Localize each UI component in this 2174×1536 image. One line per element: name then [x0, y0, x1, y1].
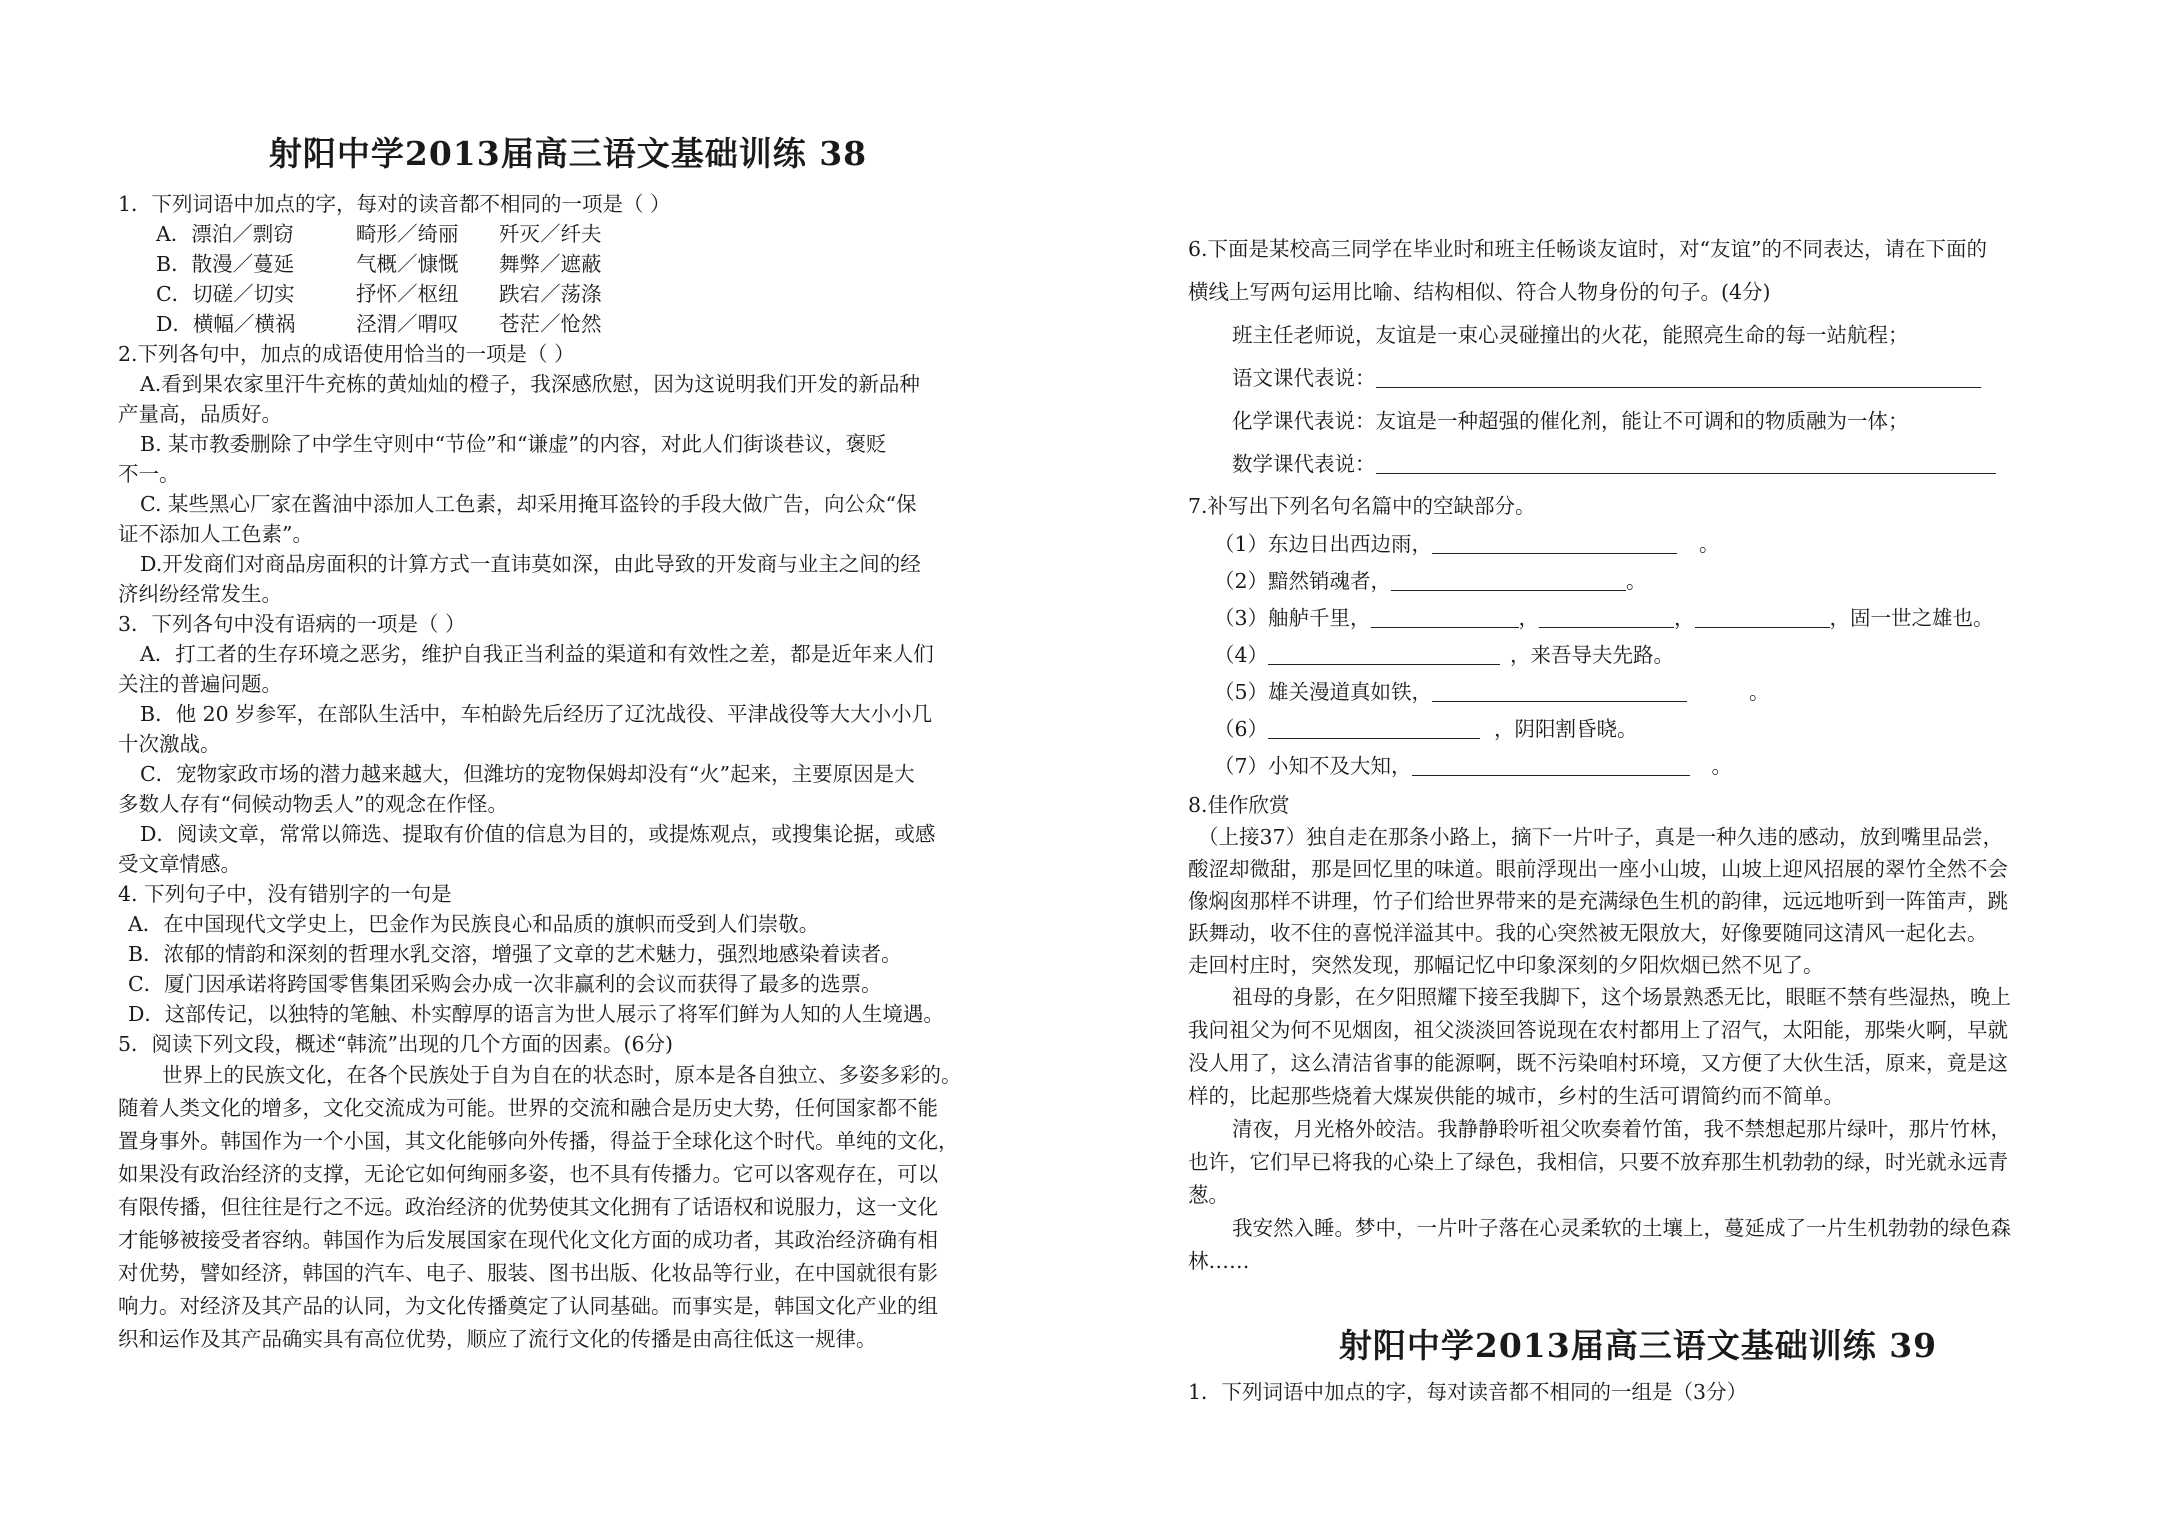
q5-line: 置身事外。韩国作为一个小国，其文化能够向外传播，得益于全球化这个时代。单纯的文化， [118, 1129, 959, 1153]
q8-line: 我问祖父为何不见烟囱，祖父淡淡回答说现在农村都用上了沼气，太阳能，那柴火啊，早就 [1188, 1018, 2008, 1042]
q3-option-d: D．阅读文章，常常以筛选、提取有价值的信息为目的，或提炼观点，或搜集论据，或感 [140, 822, 936, 846]
q8-line: （上接37）独自走在那条小路上，摘下一片叶子，真是一种久违的感动，放到嘴里品尝， [1198, 825, 2004, 849]
q2-option-d: D.开发商们对商品房面积的计算方式一直讳莫如深，由此导致的开发商与业主之间的经 [140, 552, 921, 576]
q5-line: 织和运作及其产品确实具有高位优势，顺应了流行文化的传播是由高往低这一规律。 [118, 1327, 877, 1351]
q8-line: 我安然入睡。梦中，一片叶子落在心灵柔软的土壤上，蔓延成了一片生机勃勃的绿色森 [1232, 1216, 2011, 1240]
q1-option-a: A．漂泊／剽窃 畸形／绮丽 歼灭／纤夫 [156, 222, 602, 246]
question-6 [1188, 228, 2088, 486]
q3-option-d-cont: 受文章情感。 [118, 852, 241, 876]
q8-line: 像焖囱那样不讲理，竹子们给世界带来的是充满绿色生机的韵律，远远地听到一阵笛声，跳 [1188, 889, 2008, 913]
q4-option-c: C．厦门因承诺将跨国零售集团采购会办成一次非赢利的会议而获得了最多的选票。 [128, 972, 882, 996]
q3-option-b-cont: 十次激战。 [118, 732, 221, 756]
q3-stem: 3．下列各句中没有语病的一项是（ ） [118, 612, 466, 636]
q6-stem-cont: 横线上写两句运用比喻、结构相似、符合人物身份的句子。(4分) [1188, 280, 1771, 304]
q3-option-a-cont: 关注的普遍问题。 [118, 672, 282, 696]
q8-paragraph-3 [1188, 1113, 2088, 1212]
q7-item-6: （6） ，阴阳割昏晓。 [1214, 717, 1638, 741]
q7-item-5: （5）雄关漫道真如铁， 。 [1214, 680, 1770, 704]
question-7 [1188, 486, 2088, 785]
q8-line: 林…… [1188, 1249, 1250, 1273]
q7-blank[interactable] [1539, 607, 1674, 628]
q5-line: 如果没有政治经济的支撑，无论它如何绚丽多姿，也不具有传播力。它可以客观存在，可以 [118, 1162, 938, 1186]
q2-option-c: C. 某些黑心厂家在酱油中添加人工色素，却采用掩耳盗铃的手段大做广告，向公众“保 [140, 492, 917, 516]
q7-blank[interactable] [1412, 755, 1690, 776]
q6-answer-blank-2[interactable] [1376, 453, 1996, 474]
q7-stem: 7.补写出下列名句名篇中的空缺部分。 [1188, 494, 1536, 518]
q6-chinese-rep: 语文课代表说： [1188, 357, 2088, 400]
q4-stem: 4. 下列句子中，没有错别字的一句是 [118, 882, 452, 906]
question-2 [118, 339, 1018, 609]
question-8 [1188, 789, 2088, 1278]
q7-blank[interactable] [1432, 681, 1687, 702]
question-5 [118, 1029, 1018, 1356]
q7-item-7: （7）小知不及大知， 。 [1214, 754, 1733, 778]
q3-option-a: A．打工者的生存环境之恶劣，维护自我正当利益的渠道和有效性之差，都是近年来人们 [140, 642, 934, 666]
q7-item-3: （3）舳舻千里， ， ， ，固一世之雄也。 [1214, 606, 1994, 630]
q7-blank[interactable] [1391, 570, 1626, 591]
q4-option-d: D．这部传记，以独特的笔触、朴实醇厚的语言为世人展示了将军们鲜为人知的人生境遇。 [128, 1002, 944, 1026]
q7-item-2: （2）黯然销魂者， 。 [1214, 569, 1647, 593]
q6-teacher: 班主任老师说，友谊是一束心灵碰撞出的火花，能照亮生命的每一站航程； [1232, 323, 1909, 347]
q8-line: 酸涩却微甜，那是回忆里的味道。眼前浮现出一座小山坡，山坡上迎风招展的翠竹全然不会 [1188, 857, 2008, 881]
q8-line: 走回村庄时，突然发现，那幅记忆中印象深刻的夕阳炊烟已然不见了。 [1188, 953, 1824, 977]
q6-math-rep: 数学课代表说： [1188, 443, 2088, 486]
q7-blank[interactable] [1695, 607, 1830, 628]
q8-stem: 8.佳作欣赏 [1188, 793, 1290, 817]
q5-line: 才能够被接受者容纳。韩国作为后发展国家在现代化文化方面的成功者，其政治经济确有相 [118, 1228, 938, 1252]
q5-line: 世界上的民族文化，在各个民族处于自为自在的状态时，原本是各自独立、多姿多彩的。 [162, 1063, 962, 1087]
q5-stem: 5．阅读下列文段，概述“韩流”出现的几个方面的因素。(6分) [118, 1032, 674, 1056]
q1-stem: 1．下列词语中加点的字，每对的读音都不相同的一项是（ ） [118, 192, 671, 216]
q5-line: 随着人类文化的增多，文化交流成为可能。世界的交流和融合是历史大势，任何国家都不能 [118, 1096, 938, 1120]
q8-line: 葱。 [1188, 1183, 1229, 1207]
right-column [1188, 228, 2088, 1407]
q5-line: 对优势，譬如经济，韩国的汽车、电子、服装、图书出版、化妆品等行业，在中国就很有影 [118, 1261, 938, 1285]
q5-line: 有限传播，但往往是行之不远。政治经济的优势使其文化拥有了话语权和说服力，这一文化 [118, 1195, 938, 1219]
q8-paragraph-1 [1188, 821, 2088, 981]
q3-option-c-cont: 多数人存有“伺候动物丢人”的观念在作怪。 [118, 792, 508, 816]
q7-item-1: （1）东边日出西边雨， 。 [1214, 532, 1720, 556]
question-4 [118, 879, 1018, 1029]
q7-blank[interactable] [1268, 718, 1480, 739]
left-column [118, 128, 1018, 1356]
q2-option-d-cont: 济纠纷经常发生。 [118, 582, 282, 606]
q8-line: 也许，它们早已将我的心染上了绿色，我相信，只要不放弃那生机勃勃的绿，时光就永远青 [1188, 1150, 2008, 1174]
q7-blank[interactable] [1371, 607, 1519, 628]
q4-option-b: B．浓郁的情韵和深刻的哲理水乳交溶，增强了文章的艺术魅力，强烈地感染着读者。 [128, 942, 902, 966]
q2-option-a-cont: 产量高，品质好。 [118, 402, 282, 426]
q39-1-stem: 1．下列词语中加点的字，每对读音都不相同的一组是（3分） [1188, 1380, 1748, 1404]
q1-option-d: D．横幅／横祸 泾渭／喟叹 苍茫／怆然 [156, 312, 602, 336]
q6-stem: 6.下面是某校高三同学在毕业时和班主任畅谈友谊时，对“友谊”的不同表达，请在下面的 [1188, 237, 1988, 261]
q2-option-b: B. 某市教委删除了中学生守则中“节俭”和“谦虚”的内容，对此人们街谈巷议，褒贬 [140, 432, 887, 456]
q8-line: 没人用了，这么清洁省事的能源啊，既不污染咱村环境，又方便了大伙生活，原来，竟是这 [1188, 1051, 2008, 1075]
q2-option-c-cont: 证不添加人工色素”。 [118, 522, 313, 546]
q2-stem: 2.下列各句中，加点的成语使用恰当的一项是（ ） [118, 342, 575, 366]
page-title-38: 射阳中学2013届高三语文基础训练 38 [268, 134, 868, 173]
q8-line: 祖母的身影，在夕阳照耀下接至我脚下，这个场景熟悉无比，眼眶不禁有些湿热，晚上 [1232, 985, 2011, 1009]
q8-paragraph-2 [1188, 981, 2088, 1113]
q8-line: 清夜，月光格外皎洁。我静静聆听祖父吹奏着竹笛，我不禁想起那片绿叶，那片竹林， [1232, 1117, 2011, 1141]
q6-answer-blank-1[interactable] [1376, 367, 1981, 388]
q6-chemistry-rep: 化学课代表说：友谊是一种超强的催化剂，能让不可调和的物质融为一体； [1232, 409, 1909, 433]
question-3 [118, 609, 1018, 879]
q2-option-b-cont: 不一。 [118, 462, 180, 486]
page-title-39: 射阳中学2013届高三语文基础训练 39 [1338, 1326, 1938, 1365]
q3-option-c: C．宠物家政市场的潜力越来越大，但潍坊的宠物保姆却没有“火”起来，主要原因是大 [140, 762, 915, 786]
q4-option-a: A．在中国现代文学史上，巴金作为民族良心和品质的旗帜而受到人们崇敬。 [128, 912, 820, 936]
q2-option-a: A.看到果农家里汗牛充栋的黄灿灿的橙子，我深感欣慰，因为这说明我们开发的新品种 [140, 372, 920, 396]
q7-blank[interactable] [1268, 644, 1500, 665]
question-1 [118, 189, 1018, 339]
q3-option-b: B．他 20 岁参军，在部队生活中，车柏龄先后经历了辽沈战役、平津战役等大大小小几 [140, 702, 933, 726]
q8-line: 跃舞动，收不住的喜悦洋溢其中。我的心突然被无限放大，好像要随同这清风一起化去。 [1188, 921, 1988, 945]
q8-line: 样的，比起那些烧着大煤炭供能的城市，乡村的生活可谓简约而不简单。 [1188, 1084, 1844, 1108]
q1-option-c: C．切磋／切实 抒怀／枢纽 跌宕／荡涤 [156, 282, 602, 306]
q1-option-b: B．散漫／蔓延 气概／慷慨 舞弊／遮蔽 [156, 252, 602, 276]
q5-line: 响力。对经济及其产品的认同，为文化传播奠定了认同基础。而事实是，韩国文化产业的组 [118, 1294, 938, 1318]
q5-passage [118, 1059, 1018, 1356]
q7-blank[interactable] [1432, 533, 1677, 554]
q7-item-4: （4） ，来吾导夫先路。 [1214, 643, 1675, 667]
q8-paragraph-4 [1188, 1212, 2088, 1278]
